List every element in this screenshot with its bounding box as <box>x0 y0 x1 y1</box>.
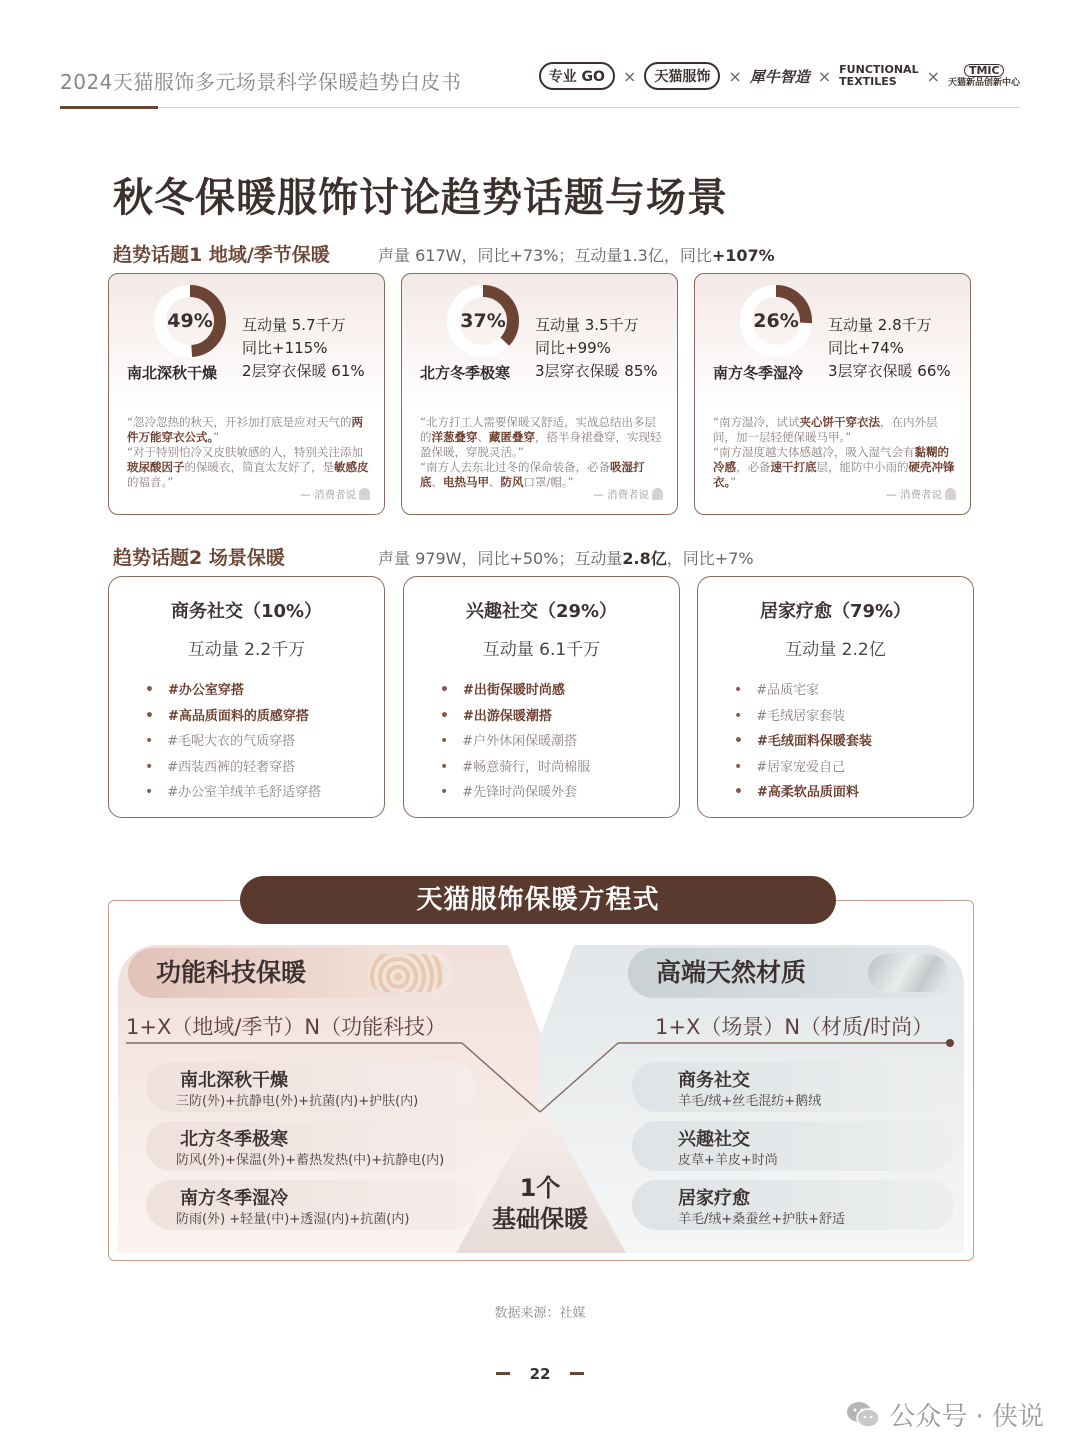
quote-text: “对于特别怕冷又皮肤敏感的人，特别关注添加 <box>127 445 363 459</box>
quote-text: “忽冷忽热的秋天，开衫加打底是应对天气的 <box>127 415 352 429</box>
topic2-heading: 趋势话题2 场景保暖 <box>113 547 285 569</box>
hashtag-item: • #畅意骑行，时尚棉服 <box>440 755 590 781</box>
equation-left-item <box>146 1062 476 1112</box>
quote-highlight: 电热马甲 <box>443 475 489 489</box>
item-detail: 防雨(外) +轻量(中)+透湿(内)+抗菌(内) <box>176 1212 410 1227</box>
hashtag-item: • #居家宠爱自己 <box>734 755 872 781</box>
logo-tmall-fashion: 天猫服饰 <box>644 62 720 90</box>
topic1-heading: 趋势话题1 地域/季节保暖 <box>113 244 330 266</box>
hashtag-item: • #高品质面料的质感穿搭 <box>145 704 321 730</box>
hashtag-item: • #毛呢大衣的气质穿搭 <box>145 729 321 755</box>
equation-left-item <box>146 1180 476 1230</box>
logo-ft-line2: TEXTILES <box>839 75 897 88</box>
page-number-bar <box>570 1372 584 1375</box>
item-title: 居家疗愈 <box>678 1188 750 1209</box>
hashtag-item: • #办公室羊绒羊毛舒适穿搭 <box>145 780 321 806</box>
quote-text: 口罩/帽。” <box>523 475 574 489</box>
separator-x: × <box>926 66 940 86</box>
scene-metric: 互动量 6.1千万 <box>482 640 601 660</box>
hashtag-item: • #出街保暖时尚感 <box>440 678 590 704</box>
scene-metric: 互动量 2.2千万 <box>187 640 306 660</box>
wechat-icon <box>845 1400 881 1430</box>
quote-highlight: 黏糊的冷感 <box>713 445 949 474</box>
metric-yoy: 同比+74% <box>828 339 904 357</box>
base-warmth-label <box>470 1173 610 1235</box>
quote-text: “南方湿度越大体感越冷，吸入湿气会有 <box>713 445 915 459</box>
item-title: 兴趣社交 <box>678 1129 750 1150</box>
region-name: 南方冬季湿冷 <box>713 364 804 382</box>
natural-material-title: 高端天然材质 <box>656 958 807 987</box>
separator-x: × <box>728 66 742 86</box>
item-detail: 皮草+羊皮+时尚 <box>678 1153 778 1168</box>
quote-text: 、 <box>431 475 443 489</box>
attribution-text: — 消费者说 <box>300 489 356 501</box>
item-title: 北方冬季极寒 <box>180 1129 288 1150</box>
quote-text: ” <box>730 475 737 489</box>
hashtag-item: • #户外休闲保暖潮搭 <box>440 729 590 755</box>
logo-ft-line1: FUNCTIONAL <box>839 63 919 76</box>
watermark-text: 公众号 · 侠说 <box>889 1402 1044 1432</box>
base-warmth-line2: 基础保暖 <box>492 1205 588 1233</box>
item-detail: 羊毛/绒+桑蚕丝+护肤+舒适 <box>678 1212 846 1227</box>
quote-text: “南方人去东北过冬的保命装备，必备 <box>420 460 610 474</box>
scene-title: 居家疗愈（79%） <box>759 601 912 622</box>
right-diagonal <box>540 1043 618 1112</box>
page-title: 秋冬保暖服饰讨论趋势话题与场景 <box>113 175 728 221</box>
quote-highlight: 防风 <box>500 475 524 489</box>
left-formula: 1+X（地域/季节）N（功能科技） <box>126 1015 447 1039</box>
attribution-text: — 消费者说 <box>593 489 649 501</box>
quote-highlight: 速干打底 <box>770 460 817 474</box>
quote-text: “北方打工人需要保暖又舒适，实战总结出多层的 <box>420 415 656 444</box>
item-detail: 三防(外)+抗静电(外)+抗菌(内)+护肤(内) <box>176 1094 419 1109</box>
equation-right-item <box>632 1180 954 1230</box>
quote-text: 、 <box>477 430 489 444</box>
quote-text: 的福音。” <box>127 475 174 489</box>
attribution-text: — 消费者说 <box>886 489 942 501</box>
logo-tmic-mark: TMIC <box>964 64 1004 77</box>
hashtag-item: • #先锋时尚保暖外套 <box>440 780 590 806</box>
item-detail: 防风(外)+保温(外)+蓄热发热(中)+抗静电(内) <box>176 1153 445 1168</box>
quote-highlight: 玻尿酸因子 <box>127 460 185 474</box>
logo-zhuanye-go: 专业 GO <box>539 62 615 90</box>
hashtag-item: • #毛绒居家套装 <box>734 704 872 730</box>
equation-right-item <box>632 1062 954 1112</box>
quote-highlight: 敏感皮 <box>334 460 369 474</box>
quote-text: ，必备 <box>736 460 771 474</box>
item-title: 商务社交 <box>678 1070 750 1091</box>
hashtag-item: • #毛绒面料保暖套装 <box>734 729 872 755</box>
topic1-stats-text: 声量 617W，同比+73%；互动量1.3亿，同比 <box>378 246 712 265</box>
scene-title: 商务社交（10%） <box>170 601 323 622</box>
data-source: 数据来源：社媒 <box>494 1306 586 1321</box>
percent-label: 26% <box>753 310 799 332</box>
item-title: 南方冬季湿冷 <box>180 1188 288 1209</box>
metric-interaction: 互动量 3.5千万 <box>535 316 639 334</box>
logo-tmic-text: 天猫新品创新中心 <box>947 77 1020 88</box>
topic2-stats-text: 声量 979W，同比+50%；互动量 <box>378 549 623 568</box>
metric-layers: 3层穿衣保暖 66% <box>828 362 951 380</box>
hashtag-item: • #高柔软品质面料 <box>734 780 872 806</box>
watermark <box>845 1396 1044 1433</box>
metric-layers: 3层穿衣保暖 85% <box>535 362 658 380</box>
equation-right-item <box>632 1121 954 1171</box>
equation-left-item <box>146 1121 476 1171</box>
hashtag-item: • #出游保暖潮搭 <box>440 704 590 730</box>
topic2-stats-text: ，同比+7% <box>666 549 754 568</box>
metric-yoy: 同比+99% <box>535 339 611 357</box>
metric-layers: 2层穿衣保暖 61% <box>242 362 365 380</box>
quote-text: ” <box>213 430 220 444</box>
metric-interaction: 互动量 5.7千万 <box>242 316 346 334</box>
hashtag-item: • #西装西裤的轻奢穿搭 <box>145 755 321 781</box>
topic2-stats-bold: 2.8亿 <box>622 549 667 568</box>
quote-highlight: 吸湿打底 <box>420 460 645 489</box>
separator-x: × <box>622 66 637 86</box>
quote-text: ，在内外层间，加一层轻便保暖马甲。” <box>713 415 938 444</box>
quote-text: 层，能防中小雨的 <box>816 460 909 474</box>
quote-text: “南方湿冷，试试 <box>713 415 800 429</box>
scene-title: 兴趣社交（29%） <box>465 601 618 622</box>
hashtag-item: • #办公室穿搭 <box>145 678 321 704</box>
percent-label: 49% <box>167 310 213 332</box>
quote-text: ，搭半身裙叠穿，实现轻盈保暖，穿脱灵活。” <box>420 430 662 459</box>
document-title: 2024天猫服饰多元场景科学保暖趋势白皮书 <box>60 70 462 94</box>
quote-text: 、 <box>489 475 501 489</box>
quote-highlight: 夹心饼干穿衣法 <box>799 415 880 429</box>
topic1-stats-bold: +107% <box>711 246 775 265</box>
page-number-bar <box>496 1372 510 1375</box>
quote-text: 的保暖衣，简直太友好了，是 <box>184 460 334 474</box>
metric-interaction: 互动量 2.8千万 <box>828 316 932 334</box>
scene-metric: 互动量 2.2亿 <box>785 640 886 660</box>
metric-yoy: 同比+115% <box>242 339 328 357</box>
quote-highlight: 硬壳冲锋衣。 <box>713 460 955 489</box>
right-formula: 1+X（场景）N（材质/时尚） <box>655 1015 934 1039</box>
page-number-text: 22 <box>529 1365 551 1383</box>
region-name: 北方冬季极寒 <box>420 364 511 382</box>
quote-highlight: 两件万能穿衣公式。 <box>127 415 363 444</box>
percent-label: 37% <box>460 310 506 332</box>
tech-warmth-title: 功能科技保暖 <box>156 958 307 987</box>
equation-banner: 天猫服饰保暖方程式 <box>240 876 836 924</box>
quote-highlight: 洋葱叠穿 <box>431 430 478 444</box>
logo-xiniu: 犀牛智造 <box>749 67 810 86</box>
item-detail: 羊毛/绒+丝毛混纺+鹅绒 <box>678 1094 822 1109</box>
base-warmth-line1: 1个 <box>519 1174 561 1202</box>
hashtag-item: • #品质宅家 <box>734 678 872 704</box>
quote-highlight: 藏匿叠穿 <box>489 430 535 444</box>
line-end-dot <box>946 1039 954 1047</box>
region-name: 南北深秋干燥 <box>127 364 218 382</box>
separator-x: × <box>817 66 832 86</box>
page-number <box>0 1365 1080 1383</box>
item-title: 南北深秋干燥 <box>180 1070 288 1091</box>
